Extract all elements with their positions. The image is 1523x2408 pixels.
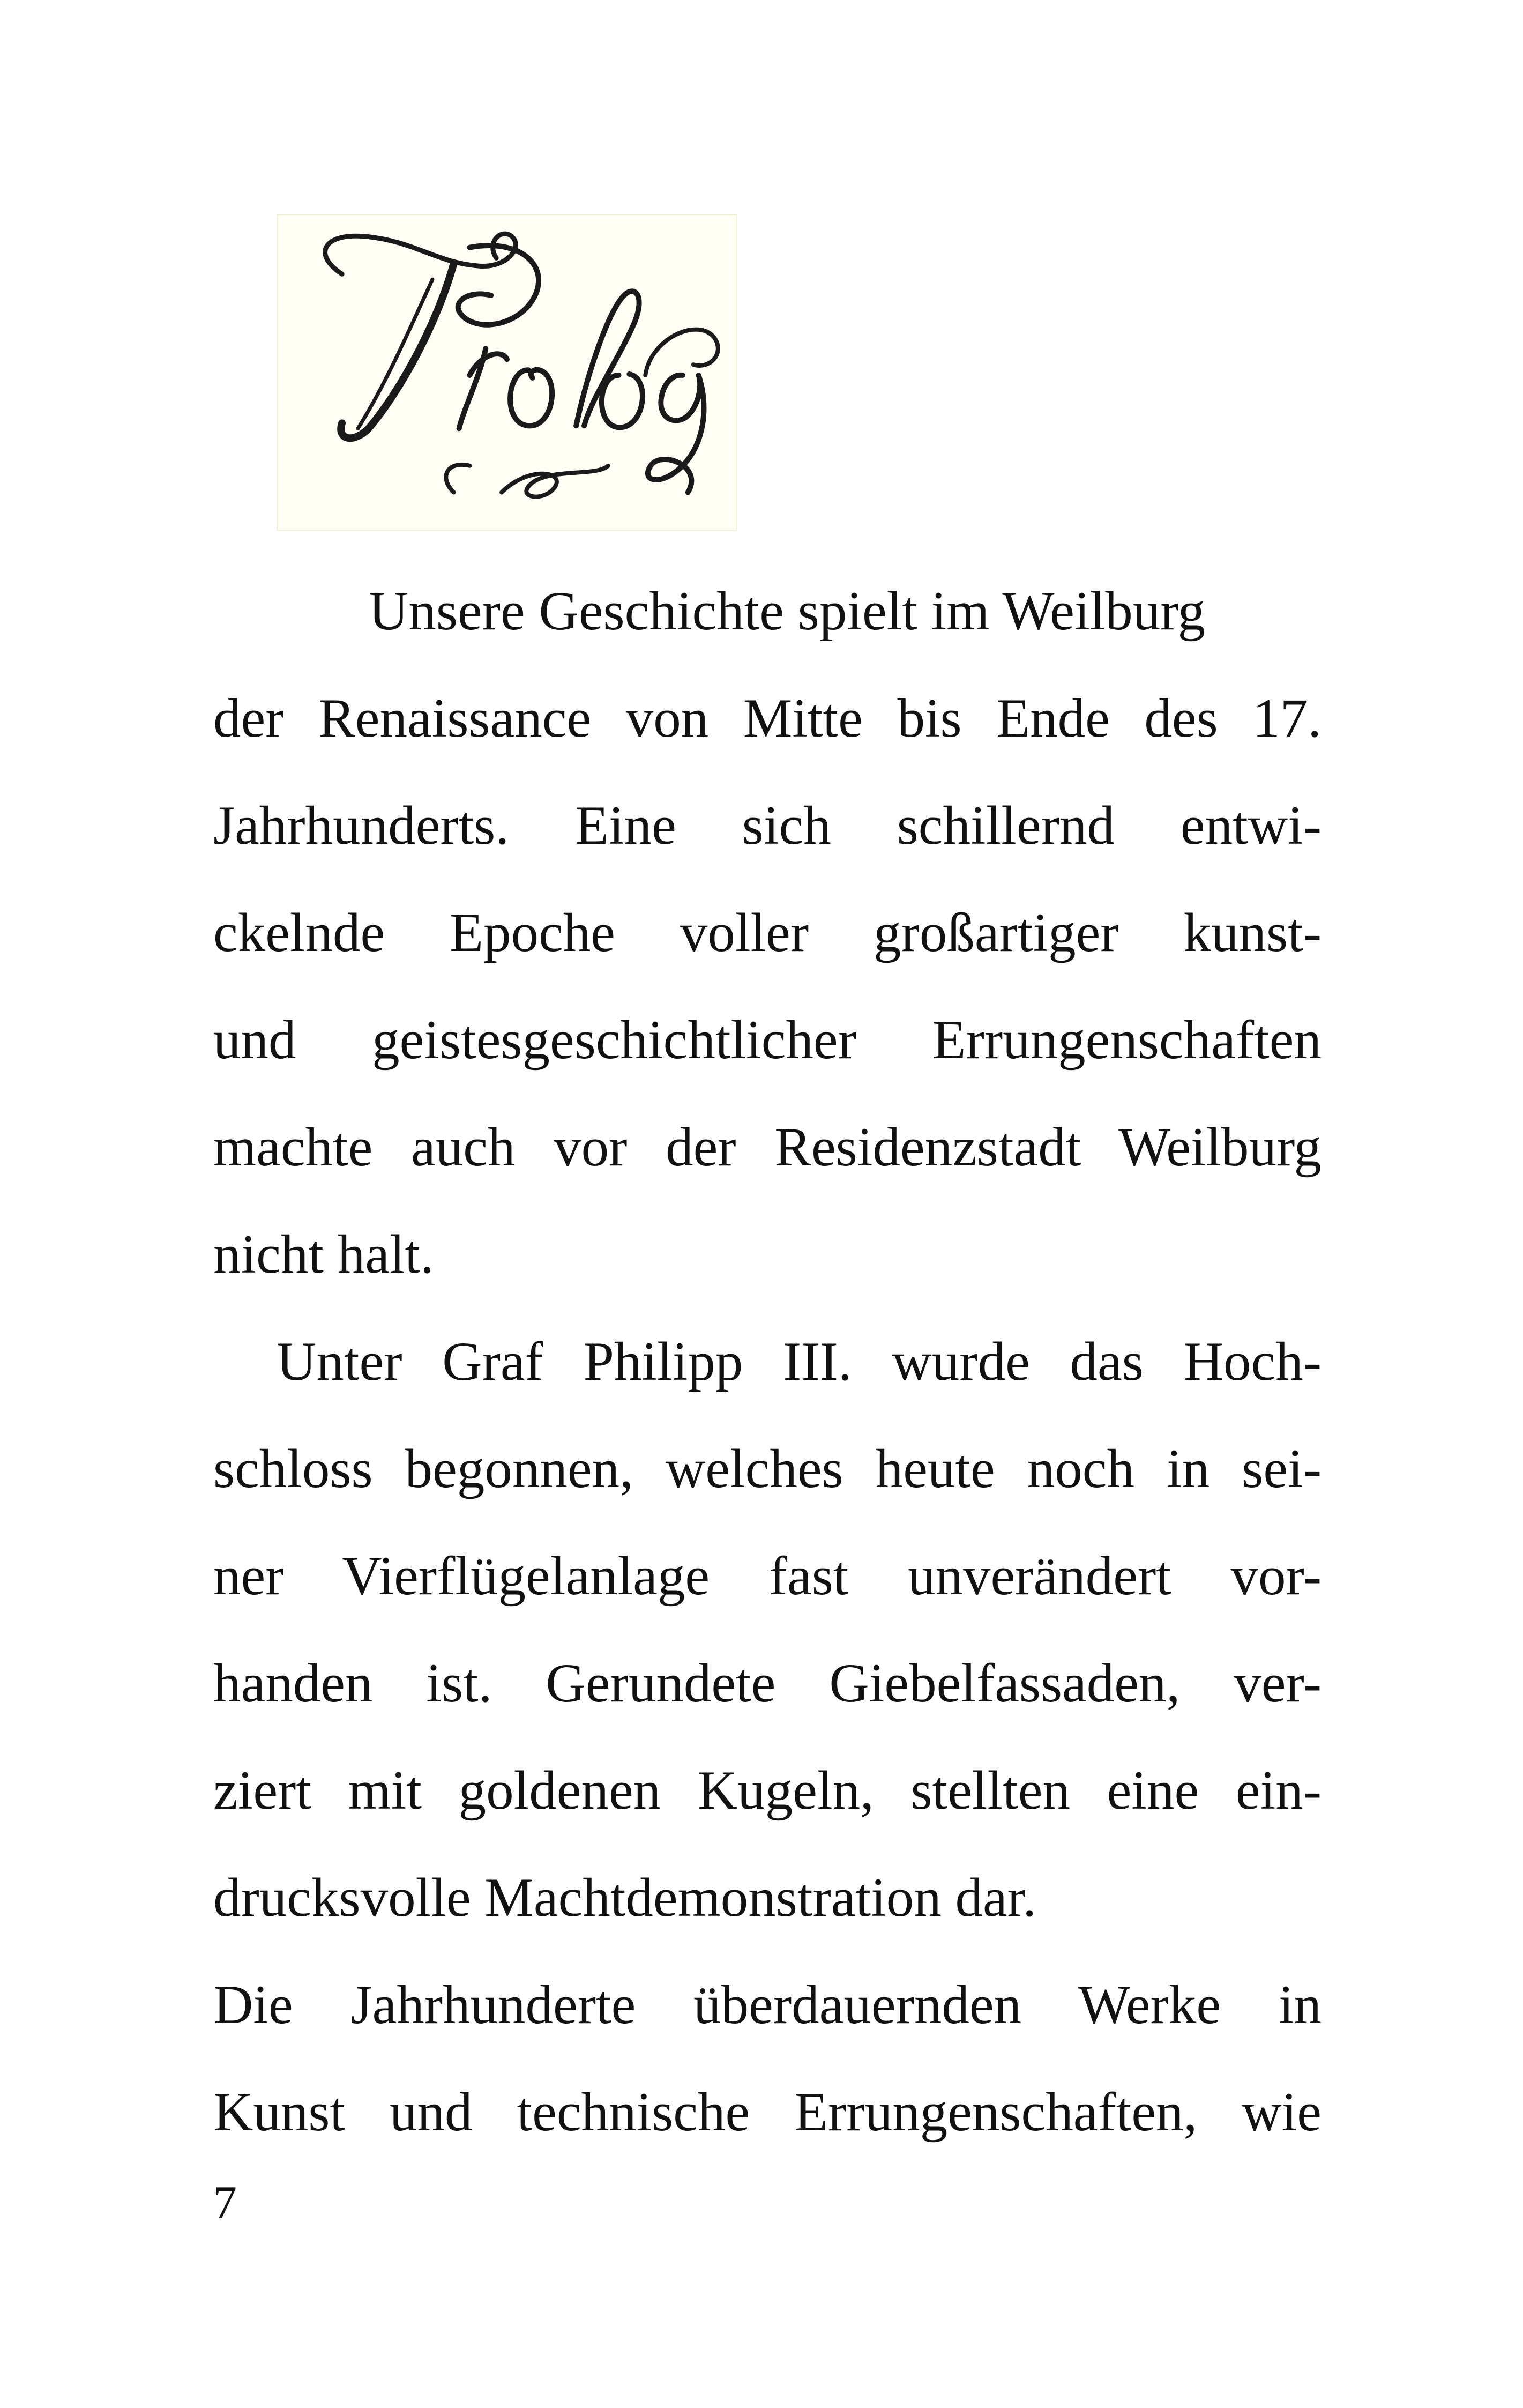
text-line: Die Jahrhunderte überdauernden Werke in	[213, 1974, 1322, 2035]
text-line: drucksvolle Machtdemonstration dar.	[213, 1867, 1037, 1928]
text-line: und geistesgeschichtlicher Errungenschaften	[213, 1009, 1322, 1071]
text-line: ner Vierflügelanlage fast unverändert vor-	[213, 1545, 1322, 1607]
text-line: machte auch vor der Residenzstadt Weilburg	[213, 1117, 1322, 1178]
text-line: Unter Graf Philipp III. wurde das Hoch-	[277, 1331, 1322, 1392]
text-line: Unsere Geschichte spielt im Weilburg	[369, 581, 1206, 642]
prolog-script-icon	[278, 215, 736, 530]
text-line: nicht halt.	[213, 1224, 434, 1285]
page-number: 7	[213, 2177, 237, 2229]
text-line: Jahrhunderts. Eine sich schillernd entwi-	[213, 795, 1322, 856]
text-line: schloss begonnen, welches heute noch in sei-	[213, 1438, 1322, 1499]
text-line: handen ist. Gerundete Giebelfassaden, ver-	[213, 1653, 1322, 1714]
text-line: der Renaissance von Mitte bis Ende des 17.	[213, 688, 1322, 749]
text-line: ckelnde Epoche voller großartiger kunst-	[213, 902, 1322, 963]
title-calligraphy	[277, 214, 737, 531]
body-text	[213, 558, 1322, 2166]
text-line: ziert mit goldenen Kugeln, stellten eine ein-	[213, 1760, 1322, 1821]
text-line: Kunst und technische Errungenschaften, wie	[213, 2082, 1322, 2143]
